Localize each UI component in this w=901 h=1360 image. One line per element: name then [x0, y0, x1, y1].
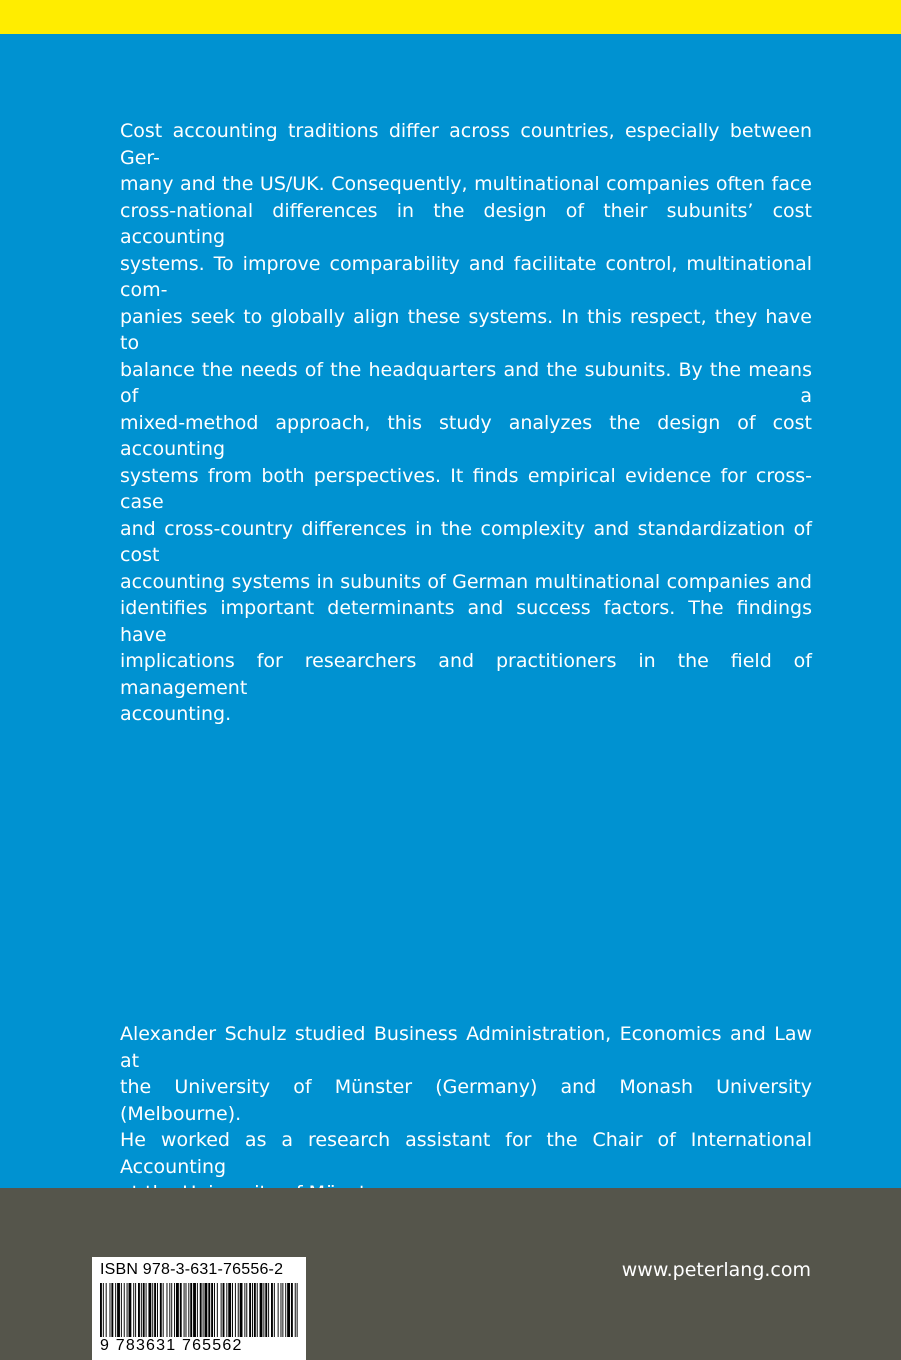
description-line: cross-national differences in the design of their subunits’ cost accounting	[120, 199, 812, 248]
barcode-bar	[285, 1283, 286, 1337]
description-line: Cost accounting traditions differ across countries, especially between Ger-	[120, 120, 812, 169]
description-line: identifies important determinants and success factors. The findings have	[120, 597, 812, 646]
barcode-bar	[246, 1283, 247, 1337]
barcode-bar	[254, 1283, 256, 1337]
isbn-label: ISBN 978-3-631-76556-2	[100, 1261, 284, 1278]
barcode-bar	[129, 1283, 132, 1337]
barcode-bar	[226, 1283, 227, 1337]
barcode-bar	[240, 1283, 243, 1337]
barcode-bar	[228, 1283, 231, 1337]
author-bio-line: Alexander Schulz studied Business Administration, Economics and Law at	[120, 1023, 812, 1072]
barcode-bar	[193, 1283, 196, 1337]
barcode-bar	[188, 1283, 189, 1337]
barcode-bar	[117, 1283, 120, 1337]
barcode-bar	[282, 1283, 283, 1337]
description-line: accounting systems in subunits of German multinational companies and	[120, 570, 812, 593]
barcode-bar	[110, 1283, 111, 1337]
barcode-bar	[186, 1283, 187, 1337]
description-line: mixed-method approach, this study analyzes the design of cost accounting	[120, 411, 812, 460]
barcode-bar	[152, 1283, 153, 1337]
barcode-bar	[221, 1283, 222, 1337]
barcode-bar	[211, 1283, 213, 1337]
barcode-bar	[184, 1283, 185, 1337]
barcode-bar	[157, 1283, 158, 1337]
barcode-bar	[176, 1283, 179, 1337]
barcode-digits: 9 783631 765562	[98, 1337, 300, 1355]
top-color-band	[0, 0, 901, 34]
barcode-bar	[154, 1283, 156, 1337]
description-line: balance the needs of the headquarters and the subunits. By the means of a	[120, 358, 812, 407]
barcode-bar	[106, 1283, 107, 1337]
barcode-bar	[169, 1283, 170, 1337]
barcode-bar	[260, 1283, 263, 1337]
author-bio-line: the University of Münster (Germany) and Monash University (Melbourne).	[120, 1076, 812, 1125]
description-line: many and the US/UK. Consequently, multinational companies often face	[120, 173, 812, 195]
barcode-bar	[180, 1283, 182, 1337]
barcode-bar	[268, 1283, 269, 1337]
barcode-bar	[252, 1283, 253, 1337]
description-line: implications for researchers and practitioners in the field of management	[120, 650, 812, 699]
description-line: and cross-country differences in the complexity and standardization of cost	[120, 517, 812, 566]
barcode-bar	[287, 1283, 290, 1337]
barcode-bar	[148, 1283, 151, 1337]
barcode-bar	[281, 1283, 282, 1337]
barcode-bar	[263, 1283, 264, 1337]
barcode-bar	[257, 1283, 258, 1337]
barcode-bar	[167, 1283, 168, 1337]
barcode-bar	[208, 1283, 210, 1337]
barcode-bar	[111, 1283, 113, 1337]
barcode-bar	[171, 1283, 172, 1337]
barcode-bar	[214, 1283, 215, 1337]
description-line: panies seek to globally align these systems. In this respect, they have to	[120, 305, 812, 354]
barcode-bar	[160, 1283, 162, 1337]
book-description	[120, 118, 812, 728]
author-biography	[120, 1021, 812, 1207]
barcode-bar	[138, 1283, 140, 1337]
isbn-barcode	[92, 1257, 306, 1360]
barcode-bar	[127, 1283, 128, 1337]
description-line: systems from both perspectives. It finds empirical evidence for cross-case	[120, 464, 812, 513]
barcode-bar	[291, 1283, 293, 1337]
barcode-bar	[115, 1283, 116, 1337]
barcode-bar	[223, 1283, 225, 1337]
publisher-website[interactable]: www.peterlang.com	[621, 1259, 811, 1281]
barcode-bar	[146, 1283, 147, 1337]
barcode-bar	[205, 1283, 208, 1337]
barcode-bar	[238, 1283, 239, 1337]
barcode-bar	[133, 1283, 134, 1337]
barcode-bar	[274, 1283, 275, 1337]
description-line: accounting.	[120, 703, 232, 725]
author-bio-line: He worked as a research assistant for the Chair of International Accounting	[120, 1129, 812, 1178]
barcode-bar	[121, 1283, 122, 1337]
barcode-bar	[244, 1283, 245, 1337]
barcode-bar	[278, 1283, 279, 1337]
description-line: systems. To improve comparability and facilitate control, multinational com-	[120, 252, 812, 301]
barcode-bar	[124, 1283, 125, 1337]
barcode-bar	[232, 1283, 233, 1337]
barcode-bar	[265, 1283, 267, 1337]
barcode-bar	[143, 1283, 145, 1337]
barcode-bar	[203, 1283, 204, 1337]
barcode-bar	[174, 1283, 175, 1337]
barcode-bar	[235, 1283, 236, 1337]
barcode-bar	[190, 1283, 192, 1337]
barcode-bar	[141, 1283, 142, 1337]
barcode-bar	[217, 1283, 218, 1337]
barcode-bar	[271, 1283, 273, 1337]
barcode-bar	[163, 1283, 164, 1337]
barcode-bar	[249, 1283, 251, 1337]
barcode-bar	[135, 1283, 136, 1337]
